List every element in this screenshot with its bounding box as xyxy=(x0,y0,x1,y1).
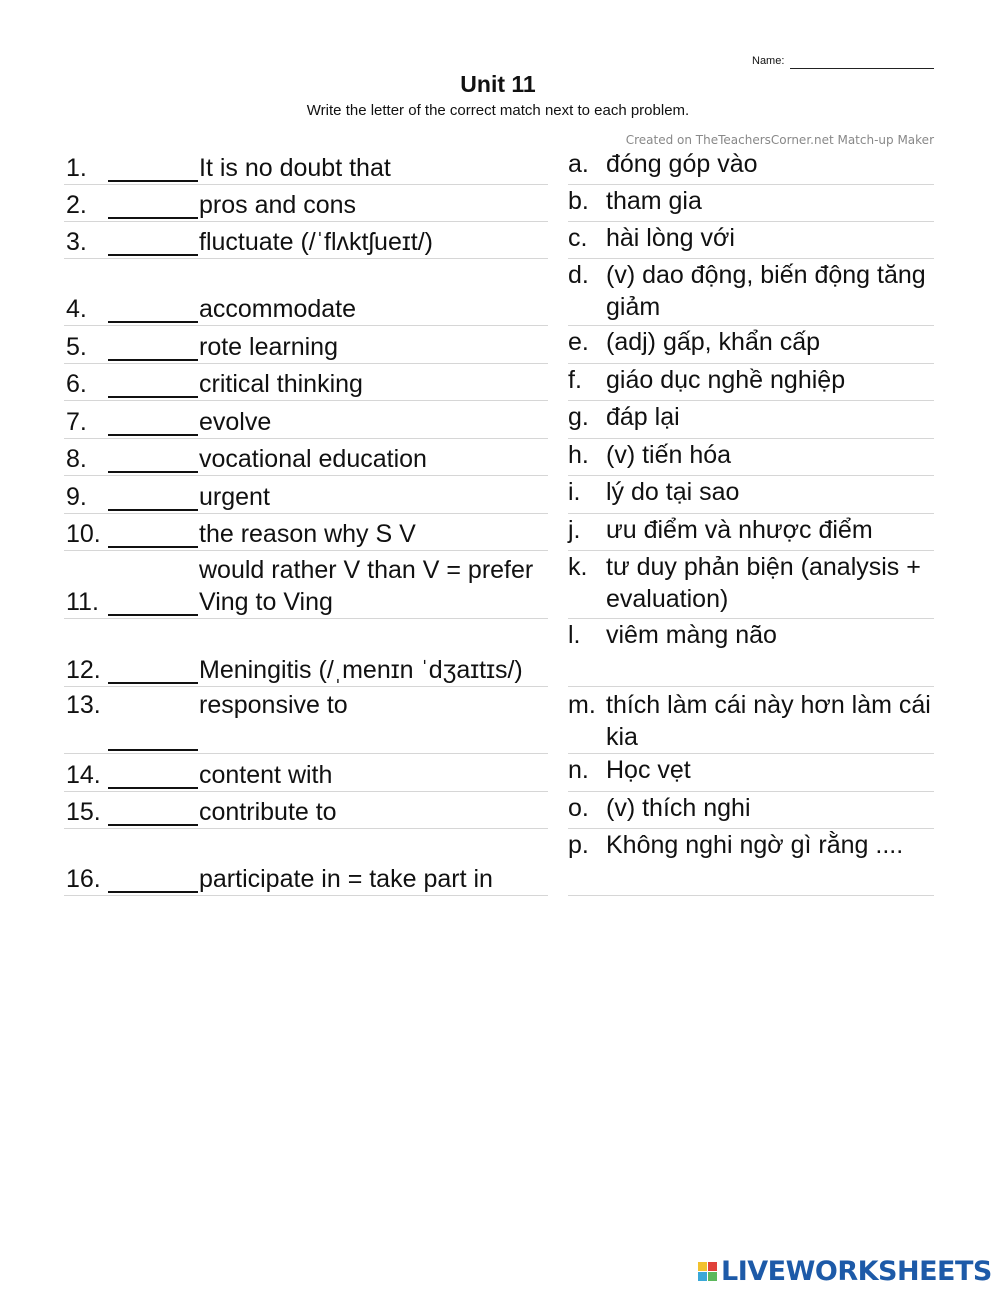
instructions: Write the letter of the correct match next to each problem. xyxy=(306,102,690,119)
problem-term: would rather V than V = prefer Ving to Ving xyxy=(199,556,534,616)
problem-row xyxy=(64,619,548,687)
problem-row xyxy=(64,829,548,896)
answer-letter: j. xyxy=(568,516,581,544)
answer-row xyxy=(568,829,934,896)
liveworksheets-logo xyxy=(698,1256,992,1286)
problem-row xyxy=(64,364,548,401)
problem-term: content with xyxy=(199,761,333,789)
answer-list xyxy=(568,148,934,896)
answer-blank[interactable] xyxy=(108,824,198,826)
answer-row xyxy=(568,792,934,829)
answer-meaning: (v) tiến hóa xyxy=(606,441,732,469)
answer-letter: i. xyxy=(568,478,581,506)
problem-row xyxy=(64,222,548,259)
answer-blank[interactable] xyxy=(108,217,198,219)
logo-block xyxy=(708,1262,717,1271)
problem-number: 5. xyxy=(66,333,87,361)
problem-row xyxy=(64,551,548,619)
problem-number: 8. xyxy=(66,445,87,473)
answer-letter: e. xyxy=(568,328,589,356)
answer-row xyxy=(568,439,934,476)
problem-term: evolve xyxy=(199,408,272,436)
answer-blank[interactable] xyxy=(108,614,198,616)
answer-row xyxy=(568,364,934,401)
problem-term: critical thinking xyxy=(199,370,363,398)
answer-meaning: (v) dao động, biến động tăng giảm xyxy=(606,261,926,321)
answer-letter: b. xyxy=(568,187,589,215)
answer-row xyxy=(568,514,934,551)
answer-meaning: viêm màng não xyxy=(606,621,777,649)
name-line[interactable] xyxy=(790,68,934,69)
answer-letter: n. xyxy=(568,756,589,784)
answer-blank[interactable] xyxy=(108,509,198,511)
answer-letter: g. xyxy=(568,403,589,431)
answer-blank[interactable] xyxy=(108,359,198,361)
name-label: Name: xyxy=(752,55,785,67)
problem-number: 14. xyxy=(66,761,101,789)
answer-letter: m. xyxy=(568,691,596,719)
problem-row xyxy=(64,754,548,792)
problem-row xyxy=(64,514,548,551)
problem-term: fluctuate (/ˈflʌktʃueɪt/) xyxy=(199,228,433,256)
problem-row xyxy=(64,259,548,326)
logo-blocks-icon xyxy=(698,1262,717,1281)
problem-term: urgent xyxy=(199,483,270,511)
problem-term: Meningitis (/ˌmenɪn ˈdʒaɪtɪs/) xyxy=(199,656,523,684)
problem-number: 2. xyxy=(66,191,87,219)
answer-meaning: tham gia xyxy=(606,187,702,215)
answer-row xyxy=(568,687,934,754)
problem-number: 3. xyxy=(66,228,87,256)
answer-row xyxy=(568,185,934,222)
answer-meaning: đáp lại xyxy=(606,403,680,431)
answer-letter: f. xyxy=(568,366,582,394)
problem-term: contribute to xyxy=(199,798,337,826)
answer-meaning: (v) thích nghi xyxy=(606,794,751,822)
problem-row xyxy=(64,687,548,754)
problem-number: 1. xyxy=(66,154,87,182)
answer-blank[interactable] xyxy=(108,434,198,436)
problem-row xyxy=(64,401,548,439)
name-field xyxy=(752,55,784,67)
answer-blank[interactable] xyxy=(108,471,198,473)
answer-row xyxy=(568,326,934,364)
answer-blank[interactable] xyxy=(108,254,198,256)
answer-meaning: hài lòng với xyxy=(606,224,735,252)
answer-blank[interactable] xyxy=(108,787,198,789)
answer-blank[interactable] xyxy=(108,546,198,548)
answer-blank[interactable] xyxy=(108,321,198,323)
answer-letter: c. xyxy=(568,224,588,252)
answer-row xyxy=(568,401,934,439)
answer-letter: d. xyxy=(568,261,589,289)
answer-row xyxy=(568,222,934,259)
problem-row xyxy=(64,148,548,185)
answer-row xyxy=(568,619,934,687)
answer-meaning: Học vẹt xyxy=(606,756,691,784)
problem-number: 10. xyxy=(66,520,101,548)
logo-block xyxy=(698,1272,707,1281)
page-title: Unit 11 xyxy=(460,71,536,97)
answer-meaning: tư duy phản biện (analysis + evaluation) xyxy=(606,553,921,613)
answer-meaning: ưu điểm và nhược điểm xyxy=(606,516,873,544)
logo-block xyxy=(708,1272,717,1281)
logo-block xyxy=(698,1262,707,1271)
answer-letter: h. xyxy=(568,441,589,469)
problem-term: vocational education xyxy=(199,445,427,473)
answer-letter: k. xyxy=(568,553,588,581)
problem-term: accommodate xyxy=(199,295,357,323)
answer-row xyxy=(568,148,934,185)
problem-number: 7. xyxy=(66,408,87,436)
answer-row xyxy=(568,476,934,514)
problem-number: 11. xyxy=(66,588,99,616)
problem-term: responsive to xyxy=(199,691,348,719)
problem-term: It is no doubt that xyxy=(199,154,391,182)
answer-blank[interactable] xyxy=(108,682,198,684)
problem-row xyxy=(64,185,548,222)
problem-row xyxy=(64,326,548,364)
answer-blank[interactable] xyxy=(108,891,198,893)
credit-text: Created on TheTeachersCorner.net Match-up Maker xyxy=(625,133,934,147)
problem-row xyxy=(64,476,548,514)
answer-blank[interactable] xyxy=(108,180,198,182)
answer-meaning: giáo dục nghề nghiệp xyxy=(606,366,846,394)
problem-term: pros and cons xyxy=(199,191,357,219)
problem-number: 13. xyxy=(66,691,101,719)
answer-row xyxy=(568,551,934,619)
problem-number: 9. xyxy=(66,483,87,511)
problem-number: 4. xyxy=(66,295,87,323)
answer-meaning: đóng góp vào xyxy=(606,150,758,178)
answer-letter: a. xyxy=(568,150,589,178)
answer-meaning: (adj) gấp, khẩn cấp xyxy=(606,328,821,356)
problem-row xyxy=(64,792,548,829)
answer-letter: o. xyxy=(568,794,589,822)
answer-meaning: Không nghi ngờ gì rằng .... xyxy=(606,831,904,859)
answer-blank[interactable] xyxy=(108,749,198,751)
problem-term: rote learning xyxy=(199,333,338,361)
problem-number: 15. xyxy=(66,798,101,826)
logo-text: LIVEWORKSHEETS xyxy=(721,1255,992,1287)
answer-meaning: thích làm cái này hơn làm cái kia xyxy=(606,691,931,751)
problem-term: participate in = take part in xyxy=(199,865,493,893)
answer-blank[interactable] xyxy=(108,396,198,398)
problem-number: 16. xyxy=(66,865,101,893)
problem-list xyxy=(0,148,560,896)
problem-number: 12. xyxy=(66,656,101,684)
answer-row xyxy=(568,259,934,326)
answer-meaning: lý do tại sao xyxy=(606,478,740,506)
answer-row xyxy=(568,754,934,792)
answer-letter: l. xyxy=(568,621,581,649)
problem-number: 6. xyxy=(66,370,87,398)
problem-row xyxy=(64,439,548,476)
answer-letter: p. xyxy=(568,831,589,859)
problem-term: the reason why S V xyxy=(199,520,416,548)
